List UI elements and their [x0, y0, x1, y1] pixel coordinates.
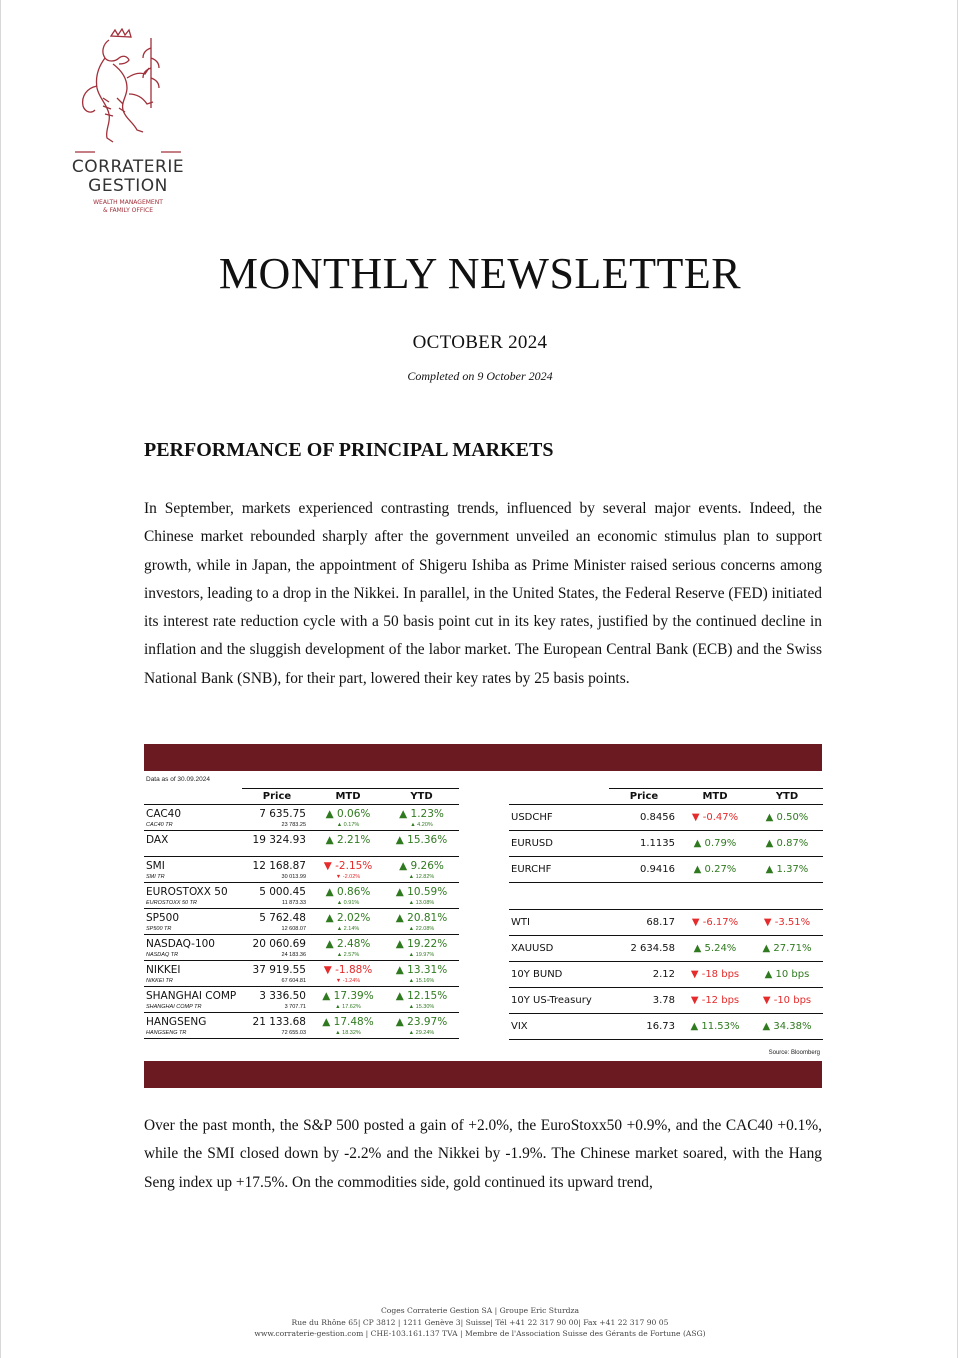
- instrument-price: 0.8456: [640, 812, 675, 823]
- instrument-mtd: ▲ 11.53%: [690, 1021, 740, 1032]
- instrument-ytd: ▲ 0.87%: [765, 838, 809, 849]
- index-price: 37 919.55: [252, 964, 306, 976]
- company-logo: [63, 28, 193, 215]
- tr-index-ytd: ▲ 12.82%: [408, 874, 435, 880]
- instrument-ytd: ▲ 10 bps: [764, 969, 810, 980]
- col-header-ytd: YTD: [410, 791, 433, 802]
- instrument-name: 10Y BUND: [511, 969, 563, 980]
- index-mtd: ▼ -2.15%: [323, 860, 373, 872]
- tr-index-name: HANGSENG TR: [146, 1030, 187, 1036]
- tr-index-ytd: ▲ 4.20%: [410, 822, 433, 828]
- index-name: SP500: [146, 912, 180, 924]
- tr-index-ytd: ▲ 15.30%: [408, 1004, 435, 1010]
- col-header-price: Price: [629, 791, 659, 802]
- index-ytd: ▲ 9.26%: [399, 860, 444, 872]
- tr-index-ytd: ▲ 13.08%: [408, 900, 435, 906]
- instrument-name: WTI: [511, 917, 530, 928]
- tr-index-price: 72 655.03: [281, 1030, 306, 1036]
- tr-index-name: SP500 TR: [146, 926, 172, 932]
- tr-index-ytd: ▲ 29.24%: [408, 1030, 435, 1036]
- tr-index-mtd: ▲ 2.57%: [336, 952, 360, 958]
- index-mtd: ▼ -1.88%: [323, 964, 373, 976]
- index-name: NASDAQ-100: [146, 938, 215, 950]
- tr-index-name: SMI TR: [146, 874, 165, 880]
- tr-index-price: 24 183.36: [281, 952, 306, 958]
- instrument-price: 68.17: [646, 917, 675, 928]
- index-ytd: ▲ 15.36%: [395, 834, 448, 846]
- instrument-price: 3.78: [652, 995, 675, 1006]
- tr-index-price: 11 873.33: [281, 900, 306, 906]
- brand-tagline-line2: & FAMILY OFFICE: [102, 207, 154, 214]
- instrument-mtd: ▲ 0.27%: [693, 864, 737, 875]
- index-mtd: ▲ 2.48%: [325, 938, 371, 950]
- instrument-price: 16.73: [646, 1021, 675, 1032]
- tr-index-mtd: ▼ -1.24%: [335, 978, 361, 984]
- tr-index-price: 30 013.99: [281, 874, 306, 880]
- instrument-name: XAUUSD: [511, 943, 554, 954]
- index-price: 5 000.45: [259, 886, 306, 898]
- tr-index-mtd: ▲ 18.32%: [335, 1030, 361, 1036]
- instrument-price: 2 634.58: [630, 943, 675, 954]
- index-price: 12 168.87: [252, 860, 306, 872]
- instrument-name: EURCHF: [511, 864, 552, 875]
- page-footer: [1, 1305, 958, 1340]
- index-mtd: ▲ 0.06%: [325, 808, 371, 820]
- instrument-ytd: ▲ 34.38%: [762, 1021, 812, 1032]
- fx-row: [509, 805, 823, 831]
- tr-index-name: CAC40 TR: [146, 822, 173, 828]
- index-name: CAC40: [146, 808, 182, 820]
- instrument-ytd: ▼ -10 bps: [762, 995, 812, 1006]
- tr-index-ytd: ▲ 15.16%: [408, 978, 435, 984]
- index-ytd: ▲ 19.22%: [395, 938, 448, 950]
- index-ytd: ▲ 13.31%: [395, 964, 448, 976]
- equity-row: [144, 1013, 459, 1039]
- equity-row: [144, 987, 459, 1013]
- col-header-ytd: YTD: [775, 791, 799, 802]
- col-header-mtd: MTD: [702, 791, 728, 802]
- data-source: Source: Bloomberg: [768, 1050, 820, 1056]
- index-name: HANGSENG: [146, 1016, 207, 1028]
- index-price: 7 635.75: [259, 808, 306, 820]
- completion-date: Completed on 9 October 2024: [407, 369, 553, 383]
- index-mtd: ▲ 17.39%: [322, 990, 374, 1002]
- equity-row: [144, 935, 459, 961]
- index-ytd: ▲ 1.23%: [399, 808, 444, 820]
- tr-index-name: EUROSTOXX 50 TR: [146, 900, 197, 906]
- instrument-name: 10Y US-Treasury: [511, 995, 592, 1006]
- equity-row: [144, 883, 459, 909]
- index-name: EUROSTOXX 50: [146, 886, 228, 898]
- instrument-price: 0.9416: [640, 864, 675, 875]
- instrument-mtd: ▼ -18 bps: [690, 969, 740, 980]
- tr-index-ytd: ▲ 22.08%: [408, 926, 435, 932]
- footer-website: www.corraterie-gestion.com | CHE-103.161.137 TVA | Membre de l'Association Suisse des Gérants de Fortune (ASG): [254, 1329, 706, 1338]
- index-mtd: ▲ 2.21%: [325, 834, 371, 846]
- instrument-ytd: ▲ 0.50%: [765, 812, 809, 823]
- equity-row: [144, 831, 459, 857]
- fx-commodities-table: [509, 788, 823, 1040]
- newsletter-month: OCTOBER 2024: [412, 332, 548, 353]
- instrument-mtd: ▼ -12 bps: [690, 995, 740, 1006]
- other-row: [509, 988, 823, 1014]
- equity-row: [144, 857, 459, 883]
- index-name: DAX: [146, 834, 169, 846]
- intro-paragraph: In September, markets experienced contrasting trends, influenced by several major events. Indeed, the Chinese market rebounded sharply after the government unveiled an economic stimulus plan to support growth, while in Japan, the appointment of Shigeru Ishiba as Prime Minister raised serious concerns among investors, leading to a drop in the Nikkei. In parallel, in the United States, the Federal Reserve (FED) initiated its interest rate reduction cycle with a 50 basis point cut in its key rates, justified by the continued decline in inflation and the sluggish development of the labor market. The European Central Bank (ECB) and the Swiss National Bank (SNB), for their part, lowered their key rates by 25 basis points.: [144, 500, 822, 687]
- equities-table-header: [144, 788, 459, 805]
- data-as-of-label: Data as of 30.09.2024: [146, 776, 210, 783]
- tr-index-name: NIKKEI TR: [146, 978, 173, 984]
- index-price: 5 762.48: [259, 912, 306, 924]
- index-mtd: ▲ 17.48%: [322, 1016, 374, 1028]
- brand-name-line2: GESTION: [88, 176, 168, 196]
- tr-index-price: 67 604.81: [281, 978, 306, 984]
- instrument-name: USDCHF: [511, 812, 553, 823]
- tr-index-mtd: ▼ -2.02%: [335, 874, 361, 880]
- footer-company: Coges Corraterie Gestion SA | Groupe Eric Sturdza: [381, 1306, 579, 1315]
- tr-index-mtd: ▲ 0.17%: [336, 822, 360, 828]
- instrument-mtd: ▼ -6.17%: [691, 917, 739, 928]
- tr-index-name: SHANGHAI COMP TR: [146, 1004, 202, 1010]
- tr-index-name: NASDAQ TR: [146, 952, 179, 958]
- footer-address: Rue du Rhône 65| CP 3812 | 1211 Genève 3| Suisse| Tél +41 22 317 90 00| Fax +41 22 317 90 05: [291, 1317, 669, 1327]
- col-header-price: Price: [262, 791, 292, 802]
- index-price: 20 060.69: [252, 938, 306, 950]
- index-name: SHANGHAI COMP: [146, 990, 237, 1002]
- index-ytd: ▲ 10.59%: [395, 886, 448, 898]
- instrument-mtd: ▼ -0.47%: [691, 812, 739, 823]
- instrument-name: EURUSD: [511, 838, 553, 849]
- equity-row: [144, 961, 459, 987]
- brand-tagline-line1: WEALTH MANAGEMENT: [93, 199, 163, 206]
- equity-row: [144, 805, 459, 831]
- fx-table-header: [509, 788, 823, 805]
- market-summary-paragraph: Over the past month, the S&P 500 posted a gain of +2.0%, the EuroStoxx50 +0.9%, and the CAC40 +0.1%, while the SMI closed down by -2.2% and the Nikkei by -1.9%. The Chinese market soared, with the Hang Seng index up +17.5%. On the commodities side, gold continued its upward trend,: [144, 1117, 822, 1191]
- table-top-band: [144, 744, 822, 771]
- section-heading: PERFORMANCE OF PRINCIPAL MARKETS: [144, 439, 554, 461]
- instrument-mtd: ▲ 5.24%: [693, 943, 737, 954]
- equities-table: [144, 788, 459, 1039]
- tr-index-mtd: ▲ 0.91%: [336, 900, 360, 906]
- index-price: 19 324.93: [252, 834, 306, 846]
- instrument-price: 2.12: [652, 969, 675, 980]
- instrument-ytd: ▼ -3.51%: [763, 917, 811, 928]
- table-bottom-band: [144, 1061, 822, 1088]
- index-price: 21 133.68: [252, 1016, 306, 1028]
- index-ytd: ▲ 20.81%: [395, 912, 448, 924]
- index-mtd: ▲ 2.02%: [325, 912, 371, 924]
- col-header-mtd: MTD: [335, 791, 361, 802]
- other-row: [509, 936, 823, 962]
- tr-index-price: 3 707.71: [284, 1004, 306, 1010]
- instrument-ytd: ▲ 1.37%: [765, 864, 809, 875]
- fx-row: [509, 857, 823, 883]
- tr-index-mtd: ▲ 17.62%: [335, 1004, 361, 1010]
- tr-index-ytd: ▲ 19.97%: [408, 952, 435, 958]
- fx-row: [509, 831, 823, 857]
- instrument-name: VIX: [511, 1021, 528, 1032]
- lion-crest-icon: [73, 28, 183, 156]
- tr-index-price: 23 783.25: [281, 822, 306, 828]
- tr-index-mtd: ▲ 2.14%: [336, 926, 360, 932]
- index-name: NIKKEI: [146, 964, 181, 976]
- tr-index-price: 12 608.07: [281, 926, 306, 932]
- brand-name-line1: CORRATERIE: [71, 157, 185, 177]
- index-ytd: ▲ 23.97%: [395, 1016, 448, 1028]
- other-row: [509, 962, 823, 988]
- index-price: 3 336.50: [259, 990, 306, 1002]
- other-row: [509, 910, 823, 936]
- index-mtd: ▲ 0.86%: [325, 886, 371, 898]
- other-row: [509, 1014, 823, 1040]
- instrument-price: 1.1135: [640, 838, 675, 849]
- instrument-mtd: ▲ 0.79%: [693, 838, 737, 849]
- index-ytd: ▲ 12.15%: [395, 990, 448, 1002]
- index-name: SMI: [146, 860, 165, 872]
- instrument-ytd: ▲ 27.71%: [762, 943, 812, 954]
- newsletter-title: MONTHLY NEWSLETTER: [218, 249, 742, 298]
- equity-row: [144, 909, 459, 935]
